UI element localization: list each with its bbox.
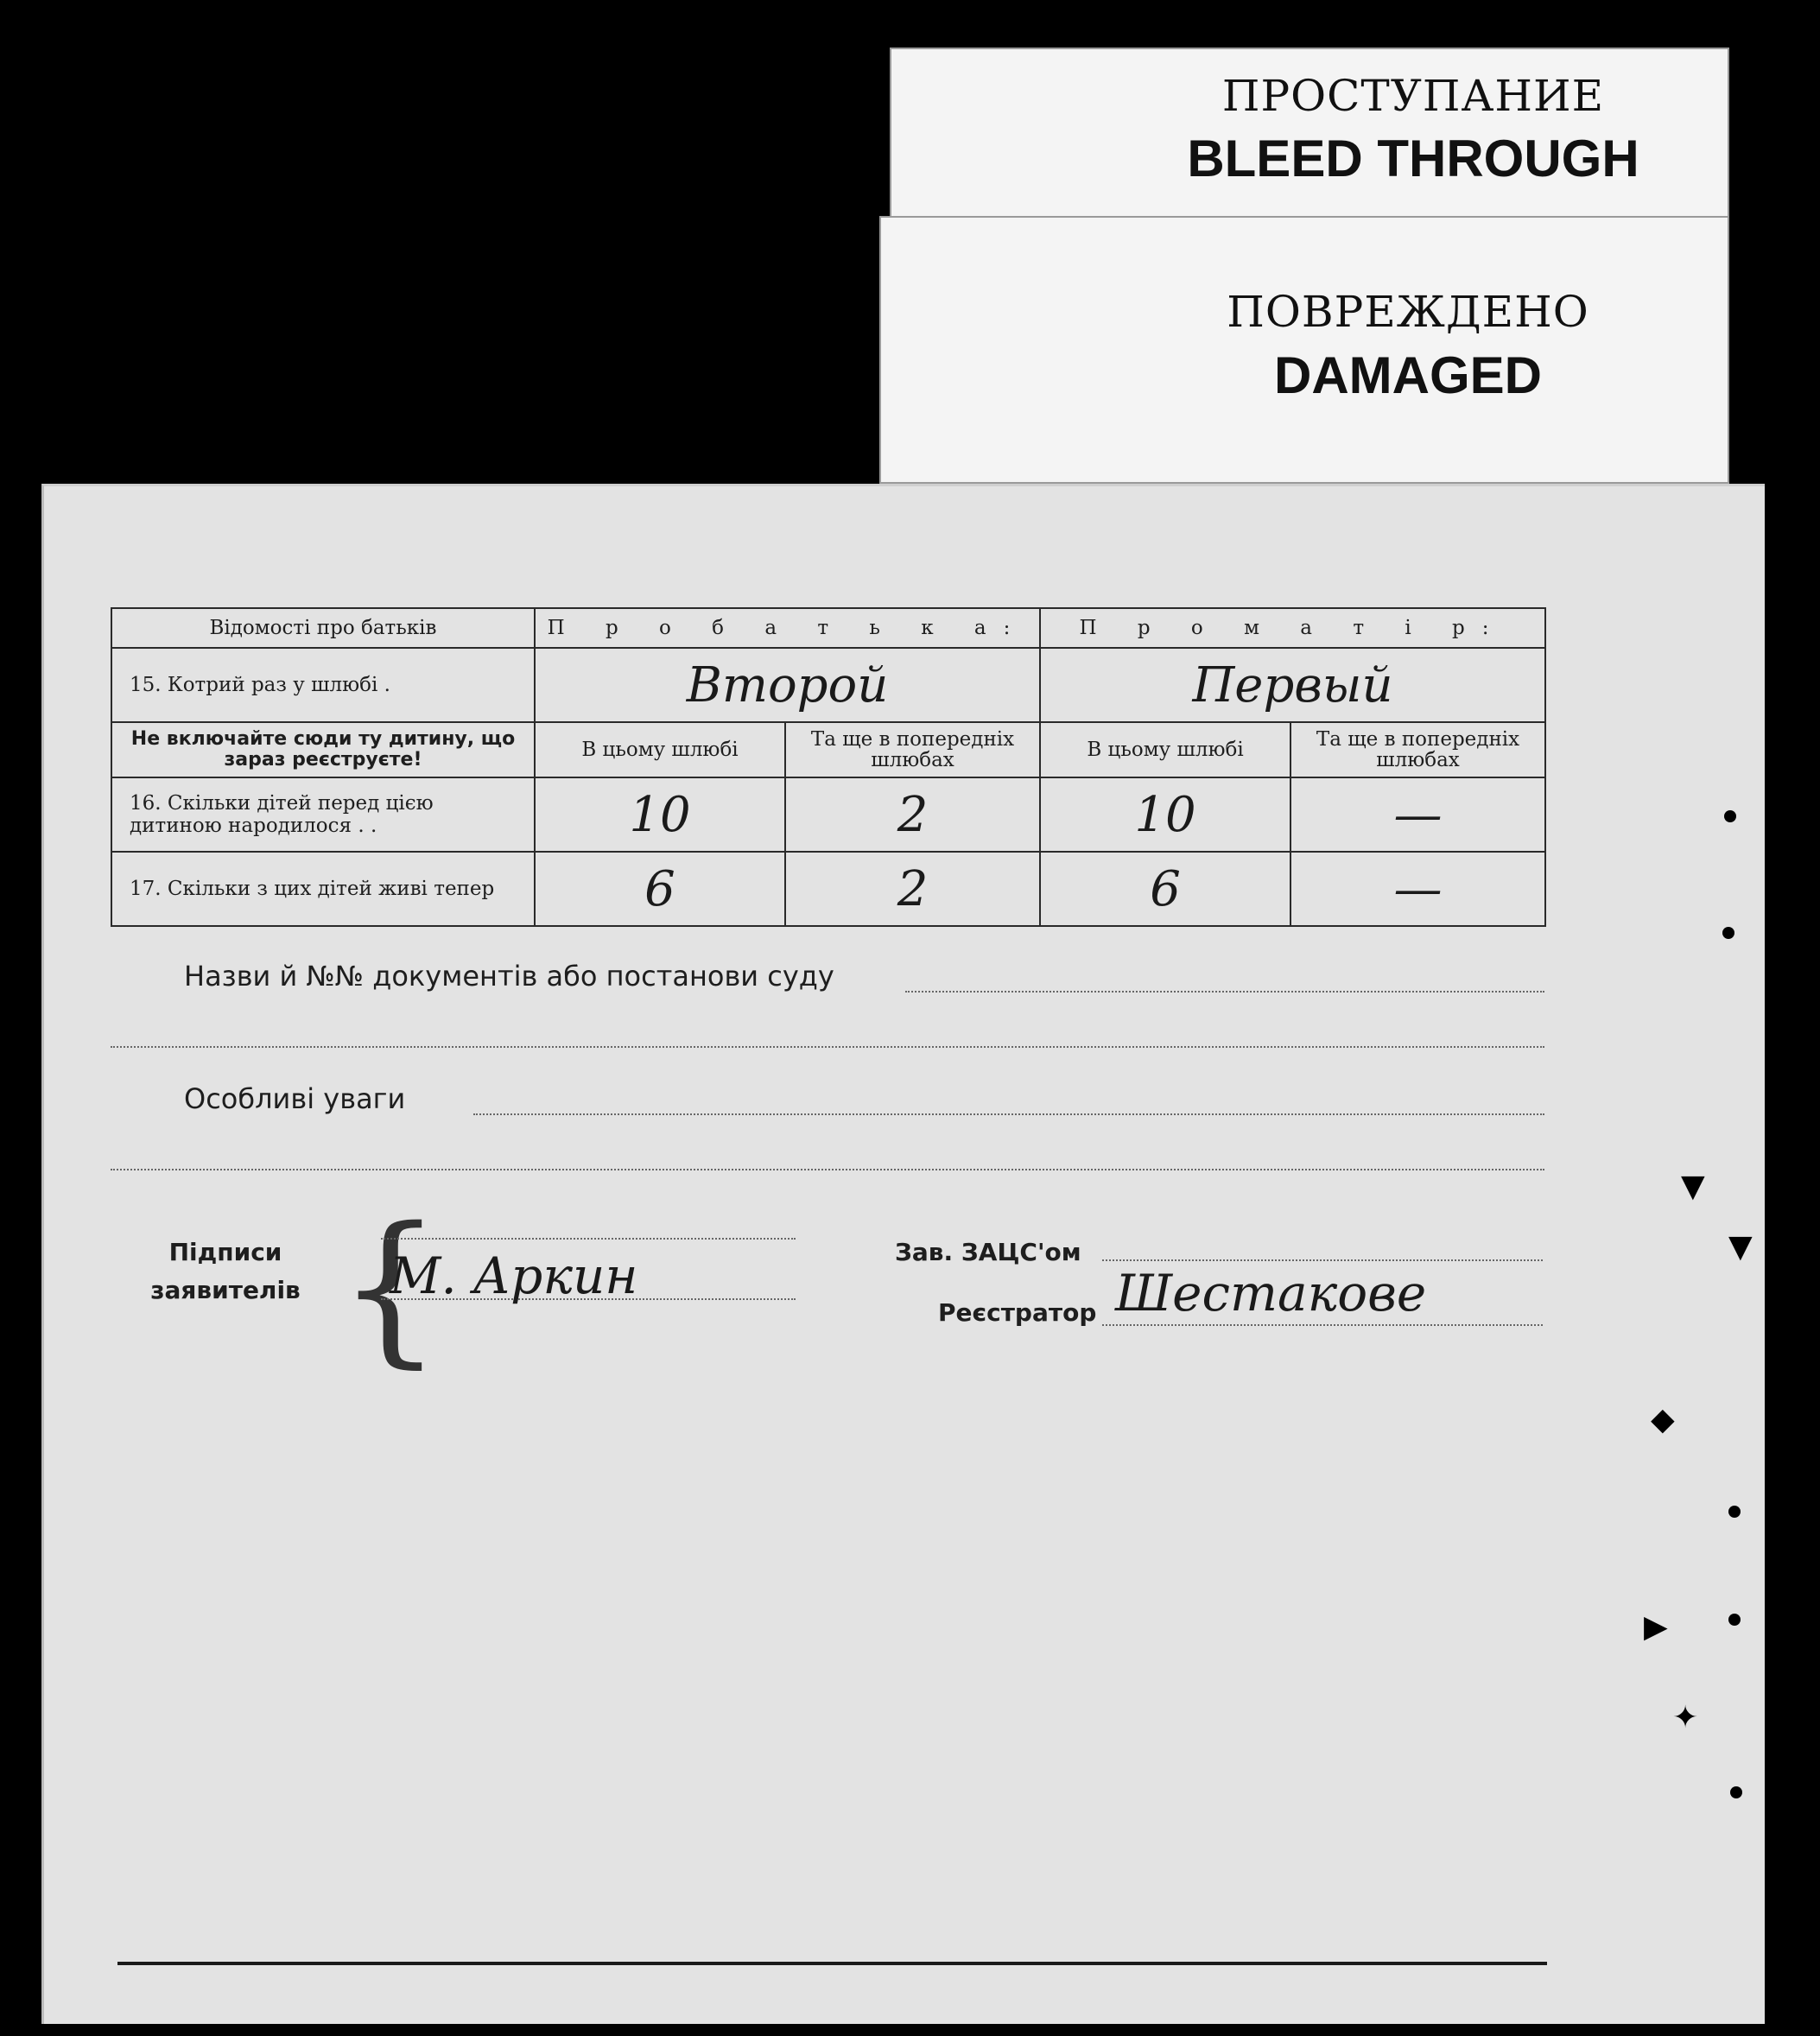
- head-label: Зав. ЗАЦС'ом: [895, 1238, 1081, 1266]
- row17-label: 17. Скільки з цих дітей живі тепер: [111, 852, 535, 926]
- registrar-signature: Шестакове: [1115, 1264, 1427, 1322]
- bottom-rule: [117, 1962, 1547, 1965]
- row15-mother-value: Первый: [1192, 656, 1393, 714]
- warning-note: Не включайте сюди ту дитину, що зараз реєструєте!: [111, 722, 535, 777]
- damage-spot: [1724, 810, 1736, 822]
- header-father: П р о б а т ь к а:: [535, 608, 1040, 648]
- subheader-mother-previous: Та ще в попередніх шлюбах: [1290, 722, 1545, 777]
- head-line: [1102, 1259, 1543, 1261]
- header-mother: П р о м а т і р:: [1040, 608, 1545, 648]
- documents-label: Назви й №№ документів або постанови суду: [184, 960, 834, 993]
- row15-father-value: Второй: [686, 656, 889, 714]
- damage-spot: [1730, 1786, 1742, 1798]
- table-row: [111, 852, 1545, 926]
- notes-line: [473, 1113, 1544, 1115]
- subheader-mother-this: В цьому шлюбі: [1040, 722, 1290, 777]
- row17-mother-this: 6: [1150, 860, 1181, 917]
- subheader-father-previous: Та ще в попередніх шлюбах: [785, 722, 1040, 777]
- damage-tear: ▶: [1644, 1609, 1668, 1645]
- notes-label: Особливі уваги: [184, 1082, 406, 1115]
- row16-label: 16. Скільки дітей перед цією дитиною народилося . .: [111, 777, 535, 852]
- row16-mother-this: 10: [1134, 786, 1196, 843]
- row15-label: 15. Котрий раз у шлюбі .: [111, 648, 535, 722]
- row16-cell: [785, 777, 1040, 852]
- table-row: [111, 648, 1545, 722]
- applicant-signature: М. Аркин: [390, 1246, 638, 1305]
- bleed-through-en: BLEED THROUGH: [1187, 130, 1639, 187]
- row17-father-this: 6: [644, 860, 675, 917]
- header-parents-info: Відомості про батьків: [111, 608, 535, 648]
- row17-cell: [535, 852, 785, 926]
- registrar-line: [1102, 1324, 1543, 1326]
- row15-father: [535, 648, 1040, 722]
- damage-spot: [1728, 1506, 1741, 1518]
- row16-cell: [1290, 777, 1545, 852]
- damage-spot: [1722, 927, 1734, 939]
- document-sheet: [41, 484, 1765, 2024]
- damage-tear: ▼: [1728, 1229, 1753, 1265]
- damage-tear: ▼: [1681, 1169, 1705, 1204]
- row17-cell: [1290, 852, 1545, 926]
- table-header-row: [111, 608, 1545, 648]
- row17-mother-previous: —: [1393, 860, 1443, 917]
- table-row: [111, 777, 1545, 852]
- table-subheader-row: [111, 722, 1545, 777]
- applicants-label: Підписи заявителів: [150, 1238, 301, 1304]
- registrar-label: Реєстратор: [938, 1298, 1097, 1327]
- bleed-through-flag: [890, 48, 1729, 232]
- parents-table: [111, 607, 1546, 927]
- documents-line: [905, 991, 1544, 993]
- damage-tear: ✦: [1672, 1700, 1699, 1735]
- subheader-father-this: В цьому шлюбі: [535, 722, 785, 777]
- row17-father-previous: 2: [897, 860, 929, 917]
- damage-spot: [1728, 1614, 1741, 1626]
- damaged-flag: [879, 216, 1729, 484]
- notes-line-2: [111, 1169, 1544, 1170]
- bleed-through-ru: ПРОСТУПАНИЕ: [1221, 71, 1605, 121]
- row16-father-this: 10: [629, 786, 691, 843]
- damage-tear: ◆: [1651, 1402, 1675, 1437]
- brace: {: [338, 1192, 442, 1383]
- applicants-line-1: [381, 1238, 796, 1240]
- row16-father-previous: 2: [897, 786, 929, 843]
- row17-cell: [1040, 852, 1290, 926]
- row17-cell: [785, 852, 1040, 926]
- documents-line-2: [111, 1046, 1544, 1048]
- damaged-en: DAMAGED: [1274, 346, 1542, 404]
- row16-cell: [535, 777, 785, 852]
- row16-cell: [1040, 777, 1290, 852]
- row16-mother-previous: —: [1393, 786, 1443, 843]
- damaged-ru: ПОВРЕЖДЕНО: [1227, 287, 1589, 337]
- row15-mother: [1040, 648, 1545, 722]
